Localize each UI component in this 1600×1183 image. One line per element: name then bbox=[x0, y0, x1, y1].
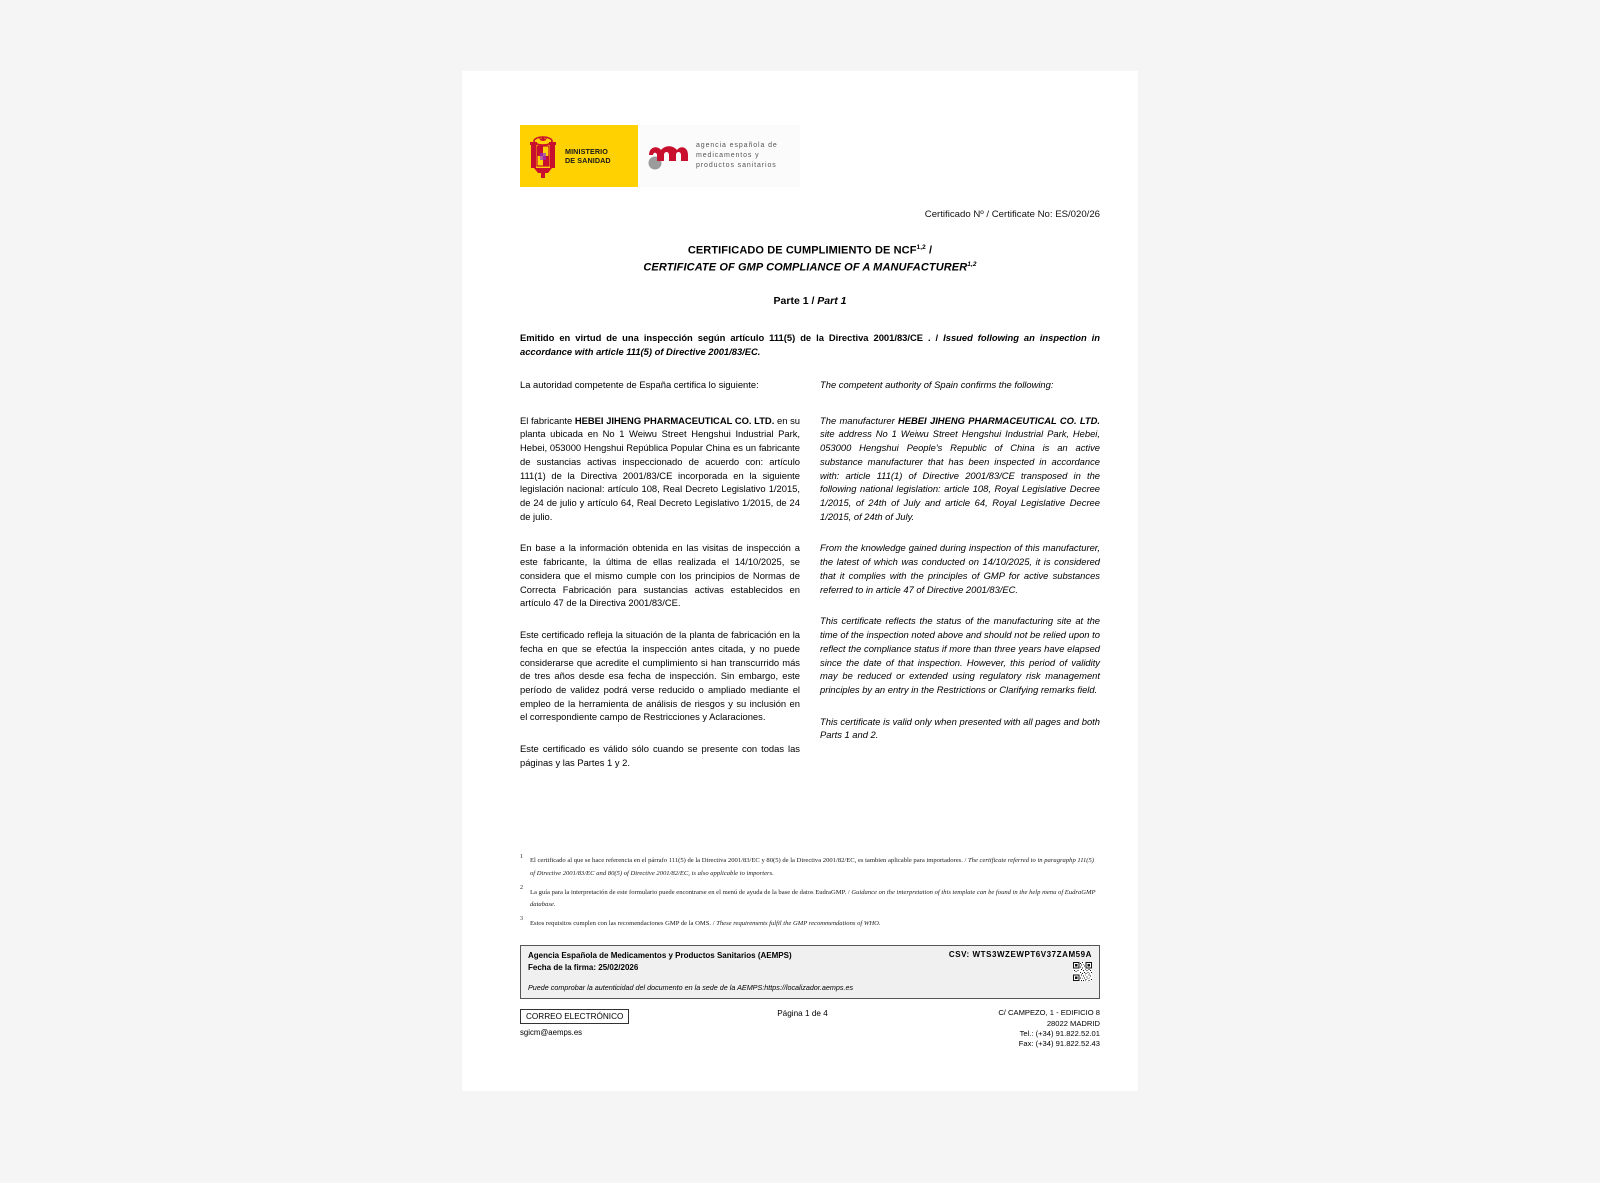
aemps-line-2: medicamentos y bbox=[696, 151, 760, 159]
paragraph-text: En base a la información obtenida en las visitas de inspección a este fabricante, la última de ellas realizada el 14/10/2025, se considera que el mismo cumple con los principios de Normas de Correcta Fabricación para sustancias activas establecidos en artículo 47 de la Directiva 2001/83/CE. bbox=[520, 542, 800, 609]
footnote bbox=[520, 852, 1100, 881]
body-paragraph bbox=[520, 628, 800, 724]
body-paragraph bbox=[520, 742, 800, 769]
footnote-spanish: La guía para la interpretación de este formulario puede encontrarse en el menú de ayuda de la base de datos EudraGMP. / bbox=[530, 888, 852, 896]
footnote-english: These requirements fulfil the GMP recommendations of WHO. bbox=[716, 919, 881, 927]
body-paragraph bbox=[520, 414, 800, 524]
address-line-3: Tel.: (+34) 91.822.52.01 bbox=[1019, 1028, 1100, 1038]
intro-column-spanish bbox=[520, 378, 800, 392]
aemps-line-1: agencia española de bbox=[696, 141, 778, 149]
spain-coat-of-arms-icon bbox=[526, 133, 560, 179]
title-spanish bbox=[520, 244, 1100, 257]
title-block bbox=[520, 244, 1100, 273]
paragraph-lead: The manufacturer bbox=[820, 414, 899, 426]
paragraph-text: en su planta ubicada en No 1 Weiwu Street Hengshui Industrial Park, Hebei, 053000 Hengshui República Popular China es un fabricante de sustancias activas inspeccionado de acuerdo con: artículo 111(1) de la Directiva 2001/83/CE incorporada en la siguiente legislación nacional: artículo 108, Real Decreto Legislativo 1/2015, de 24 de julio y artículo 64, Real Decreto Legislativo 1/2015, de 24 de julio. bbox=[520, 414, 800, 522]
title-english-text: CERTIFICATE OF GMP COMPLIANCE OF A MANUFACTURER bbox=[643, 261, 968, 274]
footnote-number: 1 bbox=[520, 853, 523, 860]
page-footer bbox=[520, 1006, 1100, 1049]
intro-text-english: The competent authority of Spain confirms the following: bbox=[820, 379, 1054, 390]
ministry-logo bbox=[520, 125, 638, 187]
footnote bbox=[520, 883, 1100, 912]
footnote-number: 2 bbox=[520, 884, 523, 891]
footer-email: sgicm@aemps.es bbox=[520, 1028, 583, 1038]
aemps-mark-icon bbox=[647, 141, 689, 171]
logo-header bbox=[520, 125, 800, 187]
part-label-english: Part 1 bbox=[817, 295, 847, 308]
title-english-footnote-ref: 1,2 bbox=[967, 260, 977, 268]
document-content bbox=[520, 125, 1100, 1049]
qr-code-icon bbox=[1073, 962, 1092, 981]
footnote bbox=[520, 914, 1100, 931]
title-spanish-tail: / bbox=[925, 244, 933, 257]
certificate-number: Certificado Nº / Certificate No: ES/020/26 bbox=[924, 209, 1100, 220]
footnote-body bbox=[520, 887, 1100, 913]
paragraph-lead: El fabricante bbox=[520, 414, 575, 426]
body-paragraph bbox=[820, 614, 1100, 696]
footnote-spanish: El certificado al que se hace referencia en el párrafo 111(5) de la Directiva 2001/83/EC y 80(5) de la Directiva 2001/82/EC, es tambien aplicable para importadores. / bbox=[530, 857, 968, 865]
page-number: Página 1 de 4 bbox=[777, 1009, 828, 1019]
aemps-line-3: productos sanitarios bbox=[696, 162, 777, 170]
body-columns bbox=[520, 414, 1100, 788]
footnote-english: The certificate referred to in paragraphp 111(5) of Directive 2001/83/EC and 80(5) of Directive 2001/82/EC, is also applicable to importers. bbox=[530, 857, 1094, 878]
address-line-1: C/ CAMPEZO, 1 - EDIFICIO 8 bbox=[998, 1008, 1100, 1018]
footnote-body bbox=[520, 918, 1100, 931]
footnote-body bbox=[520, 855, 1100, 881]
ministry-line-2: DE SANIDAD bbox=[565, 156, 611, 165]
document-page bbox=[462, 71, 1138, 1091]
title-english bbox=[520, 261, 1100, 274]
title-spanish-footnote-ref: 1,2 bbox=[916, 244, 926, 251]
intro-columns bbox=[520, 378, 1100, 392]
paragraph-text: Este certificado refleja la situación de la planta de fabricación en la fecha en que se efectúa la inspección antes citada, y no puede considerarse que acredite el cumplimiento si han transcurrido más de tres años desde esa fecha de inspección. Sin embargo, este período de validez podrá verse reducido o ampliado mediante el empleo de la herramienta de análisis de riesgos y su inclusión en el correspondiente campo de Restricciones y Aclaraciones. bbox=[520, 629, 800, 723]
body-paragraph bbox=[820, 541, 1100, 596]
footnote-spanish: Estos requisitos cumplen con las recomendaciones GMP de la OMS. / bbox=[530, 919, 717, 927]
body-paragraph bbox=[820, 414, 1100, 524]
paragraph-text: This certificate reflects the status of the manufacturing site at the time of the inspection noted above and should not be relied upon to reflect the compliance status if more than three years have elapsed since the date of that inspection. However, this period of validity may be reduced or extended using regulatory risk management principles by an entry in the Restrictions or Clarifying remarks field. bbox=[820, 615, 1100, 695]
address-line-4: Fax: (+34) 91.822.52.43 bbox=[1018, 1039, 1100, 1049]
footer-address bbox=[910, 1006, 1100, 1049]
address-line-2: 28022 MADRID bbox=[1046, 1018, 1100, 1028]
intro-column-english bbox=[820, 378, 1100, 392]
paragraph-text: This certificate is valid only when presented with all pages and both Parts 1 and 2. bbox=[820, 715, 1100, 741]
manufacturer-name: HEBEI JIHENG PHARMACEUTICAL CO. LTD. bbox=[898, 414, 1100, 426]
csv-code bbox=[949, 950, 1092, 959]
paragraph-text: From the knowledge gained during inspection of this manufacturer, the latest of which was conducted on 14/10/2025, it is considered that it complies with the principles of GMP for active substances referred to in article 47 of Directive 2001/83/EC. bbox=[820, 542, 1100, 595]
body-column-spanish bbox=[520, 414, 800, 788]
aemps-logo-text bbox=[696, 141, 778, 171]
signature-right bbox=[949, 950, 1092, 981]
intro-text-spanish: La autoridad competente de España certifica lo siguiente: bbox=[520, 379, 759, 390]
body-paragraph bbox=[820, 715, 1100, 742]
part-label-spanish: Parte 1 / bbox=[773, 295, 818, 308]
csv-value: WTS3WZEWPT6V37ZAM59A bbox=[972, 949, 1092, 959]
paragraph-text: Este certificado es válido sólo cuando se presente con todas las páginas y las Partes 1 y 2. bbox=[520, 743, 800, 768]
signature-date: Fecha de la firma: 25/02/2026 bbox=[528, 963, 639, 973]
part-indicator bbox=[520, 295, 1100, 307]
issued-statement bbox=[520, 331, 1100, 358]
issued-english: Issued following an inspection in accordance with article 111(5) of Directive 2001/83/EC. bbox=[520, 332, 1100, 357]
footnote-number: 3 bbox=[520, 916, 523, 923]
paragraph-text: site address No 1 Weiwu Street Hengshui Industrial Park, Hebei, 053000 Hengshui People's Republic of China is an active substance manufacturer that has been inspected in accordance with: article 111(1) of Directive 2001/83/CE transposed in the following national legislation: article 108, Royal Legislative Decree 1/2015, of 24th of July and article 64, Royal Legislative Decree 1/2015, of 24th of July. bbox=[820, 428, 1100, 522]
title-spanish-text: CERTIFICADO DE CUMPLIMIENTO DE NCF bbox=[687, 244, 917, 257]
signature-box bbox=[520, 945, 1100, 1000]
ministry-logo-text bbox=[565, 147, 611, 165]
aemps-logo bbox=[638, 125, 800, 187]
email-label-box: CORREO ELECTRÓNICO bbox=[520, 1009, 629, 1024]
signature-left bbox=[528, 950, 792, 975]
issued-spanish: Emitido en virtud de una inspección según artículo 111(5) de la Directiva 2001/83/CE . / bbox=[520, 332, 944, 344]
body-paragraph bbox=[520, 541, 800, 610]
body-column-english bbox=[820, 414, 1100, 788]
csv-label: CSV: bbox=[948, 949, 970, 959]
ministry-line-1: MINISTERIO bbox=[565, 147, 608, 156]
signature-verify-text: Puede comprobar la autenticidad del documento en la sede de la AEMPS:https://localizador.aemps.es bbox=[528, 982, 854, 992]
footer-left bbox=[520, 1006, 695, 1037]
footnote-english: Guidance on the interpretation of this template can be found in the help menu of EudraGMP database. bbox=[530, 888, 1096, 909]
signature-top-row bbox=[528, 950, 1092, 981]
footnotes-section bbox=[520, 852, 1100, 931]
signature-agency: Agencia Española de Medicamentos y Productos Sanitarios (AEMPS) bbox=[528, 950, 792, 960]
manufacturer-name: HEBEI JIHENG PHARMACEUTICAL CO. LTD. bbox=[574, 414, 775, 426]
